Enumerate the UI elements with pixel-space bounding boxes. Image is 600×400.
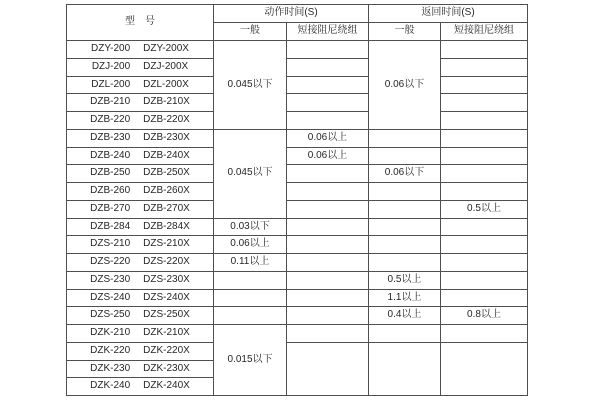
- table-row: [67, 112, 528, 130]
- table-row: [67, 289, 528, 307]
- model-name-x: DZS-250X: [143, 309, 190, 321]
- action-damping-cell: [287, 183, 369, 201]
- model-name-x: DZB-240X: [143, 149, 190, 161]
- return-damping-cell: [441, 165, 528, 183]
- model-cell: [67, 236, 214, 254]
- header-return-general: 一般: [369, 23, 441, 41]
- header-return-damping: 短接阻尼绕组: [441, 23, 528, 41]
- action-general-cell: 0.03以下: [214, 218, 287, 236]
- action-damping-cell: [287, 289, 369, 307]
- action-damping-cell: [287, 76, 369, 94]
- model-name: DZB-260: [90, 185, 131, 197]
- model-name-x: DZJ-200X: [143, 60, 189, 72]
- return-damping-cell: 0.8以上: [441, 307, 528, 325]
- return-damping-cell: [441, 289, 528, 307]
- model-name-x: DZS-220X: [143, 256, 190, 268]
- model-name-x: DZY-200X: [143, 43, 189, 55]
- header-row-1: [67, 5, 528, 23]
- model-name-x: DZK-240X: [143, 380, 190, 392]
- return-general-cell: [369, 254, 441, 272]
- model-name: DZB-210: [90, 96, 131, 108]
- model-name-x: DZB-270X: [143, 202, 190, 214]
- model-name: DZK-230: [90, 362, 131, 374]
- model-cell: [67, 289, 214, 307]
- table-row: [67, 58, 528, 76]
- return-damping-cell: [441, 129, 528, 147]
- model-name: DZS-250: [90, 309, 131, 321]
- model-name-x: DZB-284X: [143, 220, 190, 232]
- table-row: [67, 342, 528, 360]
- action-general-cell: [214, 271, 287, 289]
- model-cell: [67, 76, 214, 94]
- spec-table: [66, 4, 528, 396]
- action-damping-cell: [287, 112, 369, 130]
- model-name: DZL-200: [91, 78, 131, 90]
- return-damping-cell: [441, 94, 528, 112]
- action-general-cell: 0.045以下: [214, 41, 287, 130]
- action-damping-cell: [287, 325, 369, 343]
- header-action-general: 一般: [214, 23, 287, 41]
- action-damping-cell: [287, 200, 369, 218]
- return-general-cell: [369, 147, 441, 165]
- action-general-cell: 0.045以下: [214, 129, 287, 218]
- model-cell: [67, 218, 214, 236]
- model-name-x: DZL-200X: [143, 78, 189, 90]
- action-damping-cell: [287, 218, 369, 236]
- model-cell: [67, 58, 214, 76]
- model-name: DZS-230: [90, 273, 131, 285]
- model-cell: [67, 94, 214, 112]
- table-row: [67, 76, 528, 94]
- action-damping-cell: [287, 236, 369, 254]
- model-name-x: DZB-210X: [143, 96, 190, 108]
- action-general-cell: 0.11以上: [214, 254, 287, 272]
- model-cell: [67, 378, 214, 396]
- model-name-x: DZK-220X: [143, 344, 190, 356]
- model-cell: [67, 165, 214, 183]
- table-row: [67, 129, 528, 147]
- return-damping-cell: [441, 147, 528, 165]
- model-name-x: DZK-230X: [143, 362, 190, 374]
- table-row: [67, 307, 528, 325]
- model-name: DZK-210: [90, 327, 131, 339]
- return-damping-cell: [441, 236, 528, 254]
- model-name-x: DZB-230X: [143, 131, 190, 143]
- action-general-cell: [214, 307, 287, 325]
- model-cell: [67, 342, 214, 360]
- action-general-cell: [214, 289, 287, 307]
- model-name: DZS-220: [90, 256, 131, 268]
- model-cell: [67, 183, 214, 201]
- model-cell: [67, 271, 214, 289]
- table-row: [67, 325, 528, 343]
- model-name: DZB-230: [90, 131, 131, 143]
- action-damping-cell: 0.06以上: [287, 129, 369, 147]
- model-name: DZS-240: [90, 291, 131, 303]
- model-name-x: DZS-230X: [143, 273, 190, 285]
- return-general-cell: [369, 129, 441, 147]
- return-general-cell: 1.1以上: [369, 289, 441, 307]
- model-name-x: DZS-210X: [143, 238, 190, 250]
- model-name: DZS-210: [90, 238, 131, 250]
- model-name: DZK-220: [90, 344, 131, 356]
- model-name-x: DZS-240X: [143, 291, 190, 303]
- return-general-cell: [369, 342, 441, 395]
- action-general-cell: 0.06以上: [214, 236, 287, 254]
- table-row: [67, 147, 528, 165]
- model-name: DZJ-200: [91, 60, 131, 72]
- table-row: [67, 41, 528, 59]
- action-damping-cell: [287, 41, 369, 59]
- model-name: DZK-240: [90, 380, 131, 392]
- model-name-x: DZB-220X: [143, 114, 190, 126]
- action-damping-cell: 0.06以上: [287, 147, 369, 165]
- header-return-time: 返回时间(S): [369, 5, 528, 23]
- return-damping-cell: [441, 254, 528, 272]
- action-damping-cell: [287, 165, 369, 183]
- return-damping-cell: [441, 325, 528, 343]
- header-action-damping: 短接阻尼绕组: [287, 23, 369, 41]
- action-damping-cell: [287, 94, 369, 112]
- return-damping-cell: [441, 218, 528, 236]
- model-name: DZB-284: [90, 220, 131, 232]
- action-damping-cell: [287, 254, 369, 272]
- table-row: [67, 165, 528, 183]
- model-cell: [67, 254, 214, 272]
- model-cell: [67, 112, 214, 130]
- model-cell: [67, 129, 214, 147]
- return-damping-cell: [441, 112, 528, 130]
- model-name: DZY-200: [91, 43, 131, 55]
- return-damping-cell: [441, 342, 528, 395]
- model-cell: [67, 307, 214, 325]
- return-general-cell: [369, 325, 441, 343]
- return-general-cell: [369, 200, 441, 218]
- return-general-cell: [369, 236, 441, 254]
- header-model: 型 号: [67, 5, 214, 41]
- return-general-cell: [369, 218, 441, 236]
- table-row: [67, 254, 528, 272]
- model-cell: [67, 200, 214, 218]
- model-name: DZB-240: [90, 149, 131, 161]
- action-general-cell: 0.015以下: [214, 325, 287, 396]
- header-action-time: 动作时间(S): [214, 5, 369, 23]
- model-name: DZB-220: [90, 114, 131, 126]
- return-damping-cell: [441, 58, 528, 76]
- model-name-x: DZB-250X: [143, 167, 190, 179]
- model-name: DZB-270: [90, 202, 131, 214]
- return-damping-cell: [441, 271, 528, 289]
- return-general-cell: 0.4以上: [369, 307, 441, 325]
- table-row: [67, 271, 528, 289]
- table-row: [67, 236, 528, 254]
- model-cell: [67, 360, 214, 378]
- action-damping-cell: [287, 342, 369, 395]
- return-damping-cell: [441, 41, 528, 59]
- return-general-cell: 0.06以下: [369, 41, 441, 130]
- return-damping-cell: 0.5以上: [441, 200, 528, 218]
- table-row: [67, 94, 528, 112]
- action-damping-cell: [287, 271, 369, 289]
- return-general-cell: 0.06以下: [369, 165, 441, 183]
- table-row: [67, 200, 528, 218]
- return-general-cell: [369, 183, 441, 201]
- action-damping-cell: [287, 58, 369, 76]
- return-damping-cell: [441, 183, 528, 201]
- table-row: [67, 218, 528, 236]
- model-name: DZB-250: [90, 167, 131, 179]
- model-cell: [67, 147, 214, 165]
- table-row: [67, 183, 528, 201]
- model-name-x: DZB-260X: [143, 185, 190, 197]
- return-general-cell: 0.5以上: [369, 271, 441, 289]
- model-cell: [67, 325, 214, 343]
- return-damping-cell: [441, 76, 528, 94]
- model-cell: [67, 41, 214, 59]
- action-damping-cell: [287, 307, 369, 325]
- model-name-x: DZK-210X: [143, 327, 190, 339]
